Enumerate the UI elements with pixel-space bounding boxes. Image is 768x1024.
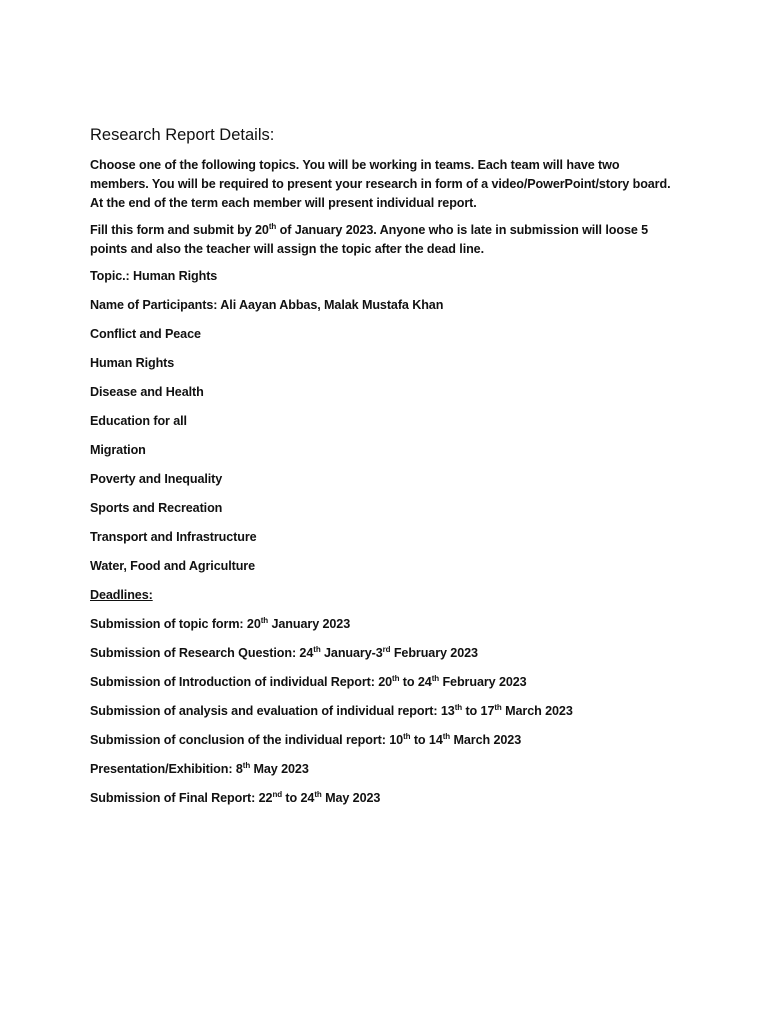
deadline-text: May 2023: [250, 762, 309, 776]
deadline-text: January 2023: [268, 617, 351, 631]
deadline-conclusion: [90, 731, 680, 750]
fill-form-sup: th: [268, 221, 277, 231]
deadline-sup: th: [314, 789, 322, 799]
deadline-presentation: [90, 760, 680, 779]
deadline-text: February 2023: [439, 675, 527, 689]
deadline-introduction: [90, 673, 680, 692]
deadline-sup: th: [494, 702, 502, 712]
deadline-text: January-3: [320, 646, 383, 660]
deadline-sup: th: [242, 760, 251, 770]
topic-list: [90, 325, 680, 576]
participants-line: Name of Participants: Ali Aayan Abbas, Malak Mustafa Khan: [90, 298, 444, 312]
deadline-text: Submission of Introduction of individual Report: 20: [90, 675, 393, 689]
topic-item: Conflict and Peace: [90, 327, 201, 341]
deadline-sup: th: [313, 644, 321, 654]
fill-form-before: Fill this form and submit by 20: [90, 223, 269, 237]
deadline-sup: th: [403, 731, 411, 741]
topic-item: Transport and Infrastructure: [90, 530, 257, 544]
topic-item: Water, Food and Agriculture: [90, 559, 255, 573]
deadline-sup: th: [260, 615, 269, 625]
deadline-research-question: [90, 644, 680, 663]
deadline-final-report: [90, 789, 680, 808]
deadline-sup: th: [442, 731, 451, 741]
deadline-sup: nd: [272, 789, 283, 799]
intro-paragraph: Choose one of the following topics. You will be working in teams. Each team will have two members. You will be required to present your research in form of a video/PowerPoint/story board. At the end of the term each member will present individual report.: [90, 158, 671, 210]
document-page: [90, 124, 680, 818]
page-title: Research Report Details:: [90, 126, 275, 144]
fill-form-after: of January 2023. Anyone who is late in submission will loose 5 points and also the teacher will assign the topic after the dead line.: [90, 223, 649, 256]
deadline-text: Presentation/Exhibition: 8: [90, 762, 243, 776]
deadline-text: Submission of analysis and evaluation of individual report: 13: [90, 704, 455, 718]
deadline-text: March 2023: [501, 704, 573, 718]
deadline-text: February 2023: [390, 646, 478, 660]
deadline-text: Submission of Final Report: 22: [90, 791, 273, 805]
deadline-text: to 24: [399, 675, 432, 689]
deadline-text: Submission of topic form: 20: [90, 617, 261, 631]
topic-item: Sports and Recreation: [90, 501, 223, 515]
deadline-sup: rd: [382, 644, 391, 654]
deadline-text: Submission of Research Question: 24: [90, 646, 314, 660]
topic-item: Disease and Health: [90, 385, 204, 399]
deadlines-heading: Deadlines:: [90, 588, 153, 602]
topic-line: Topic.: Human Rights: [90, 269, 218, 283]
deadline-sup: th: [431, 673, 440, 683]
deadline-text: to 17: [462, 704, 495, 718]
fill-form-paragraph: [90, 221, 680, 259]
deadline-text: March 2023: [450, 733, 522, 747]
topic-item: Education for all: [90, 414, 187, 428]
topic-item: Human Rights: [90, 356, 175, 370]
topic-item: Poverty and Inequality: [90, 472, 223, 486]
deadline-text: May 2023: [321, 791, 381, 805]
deadline-text: to 14: [410, 733, 443, 747]
deadline-list: [90, 615, 680, 808]
deadline-topic-form: [90, 615, 680, 634]
deadline-analysis: [90, 702, 680, 721]
topic-item: Migration: [90, 443, 146, 457]
deadline-text: Submission of conclusion of the individual report: 10: [90, 733, 404, 747]
deadline-sup: th: [454, 702, 463, 712]
deadline-sup: th: [392, 673, 400, 683]
deadline-text: to 24: [282, 791, 315, 805]
